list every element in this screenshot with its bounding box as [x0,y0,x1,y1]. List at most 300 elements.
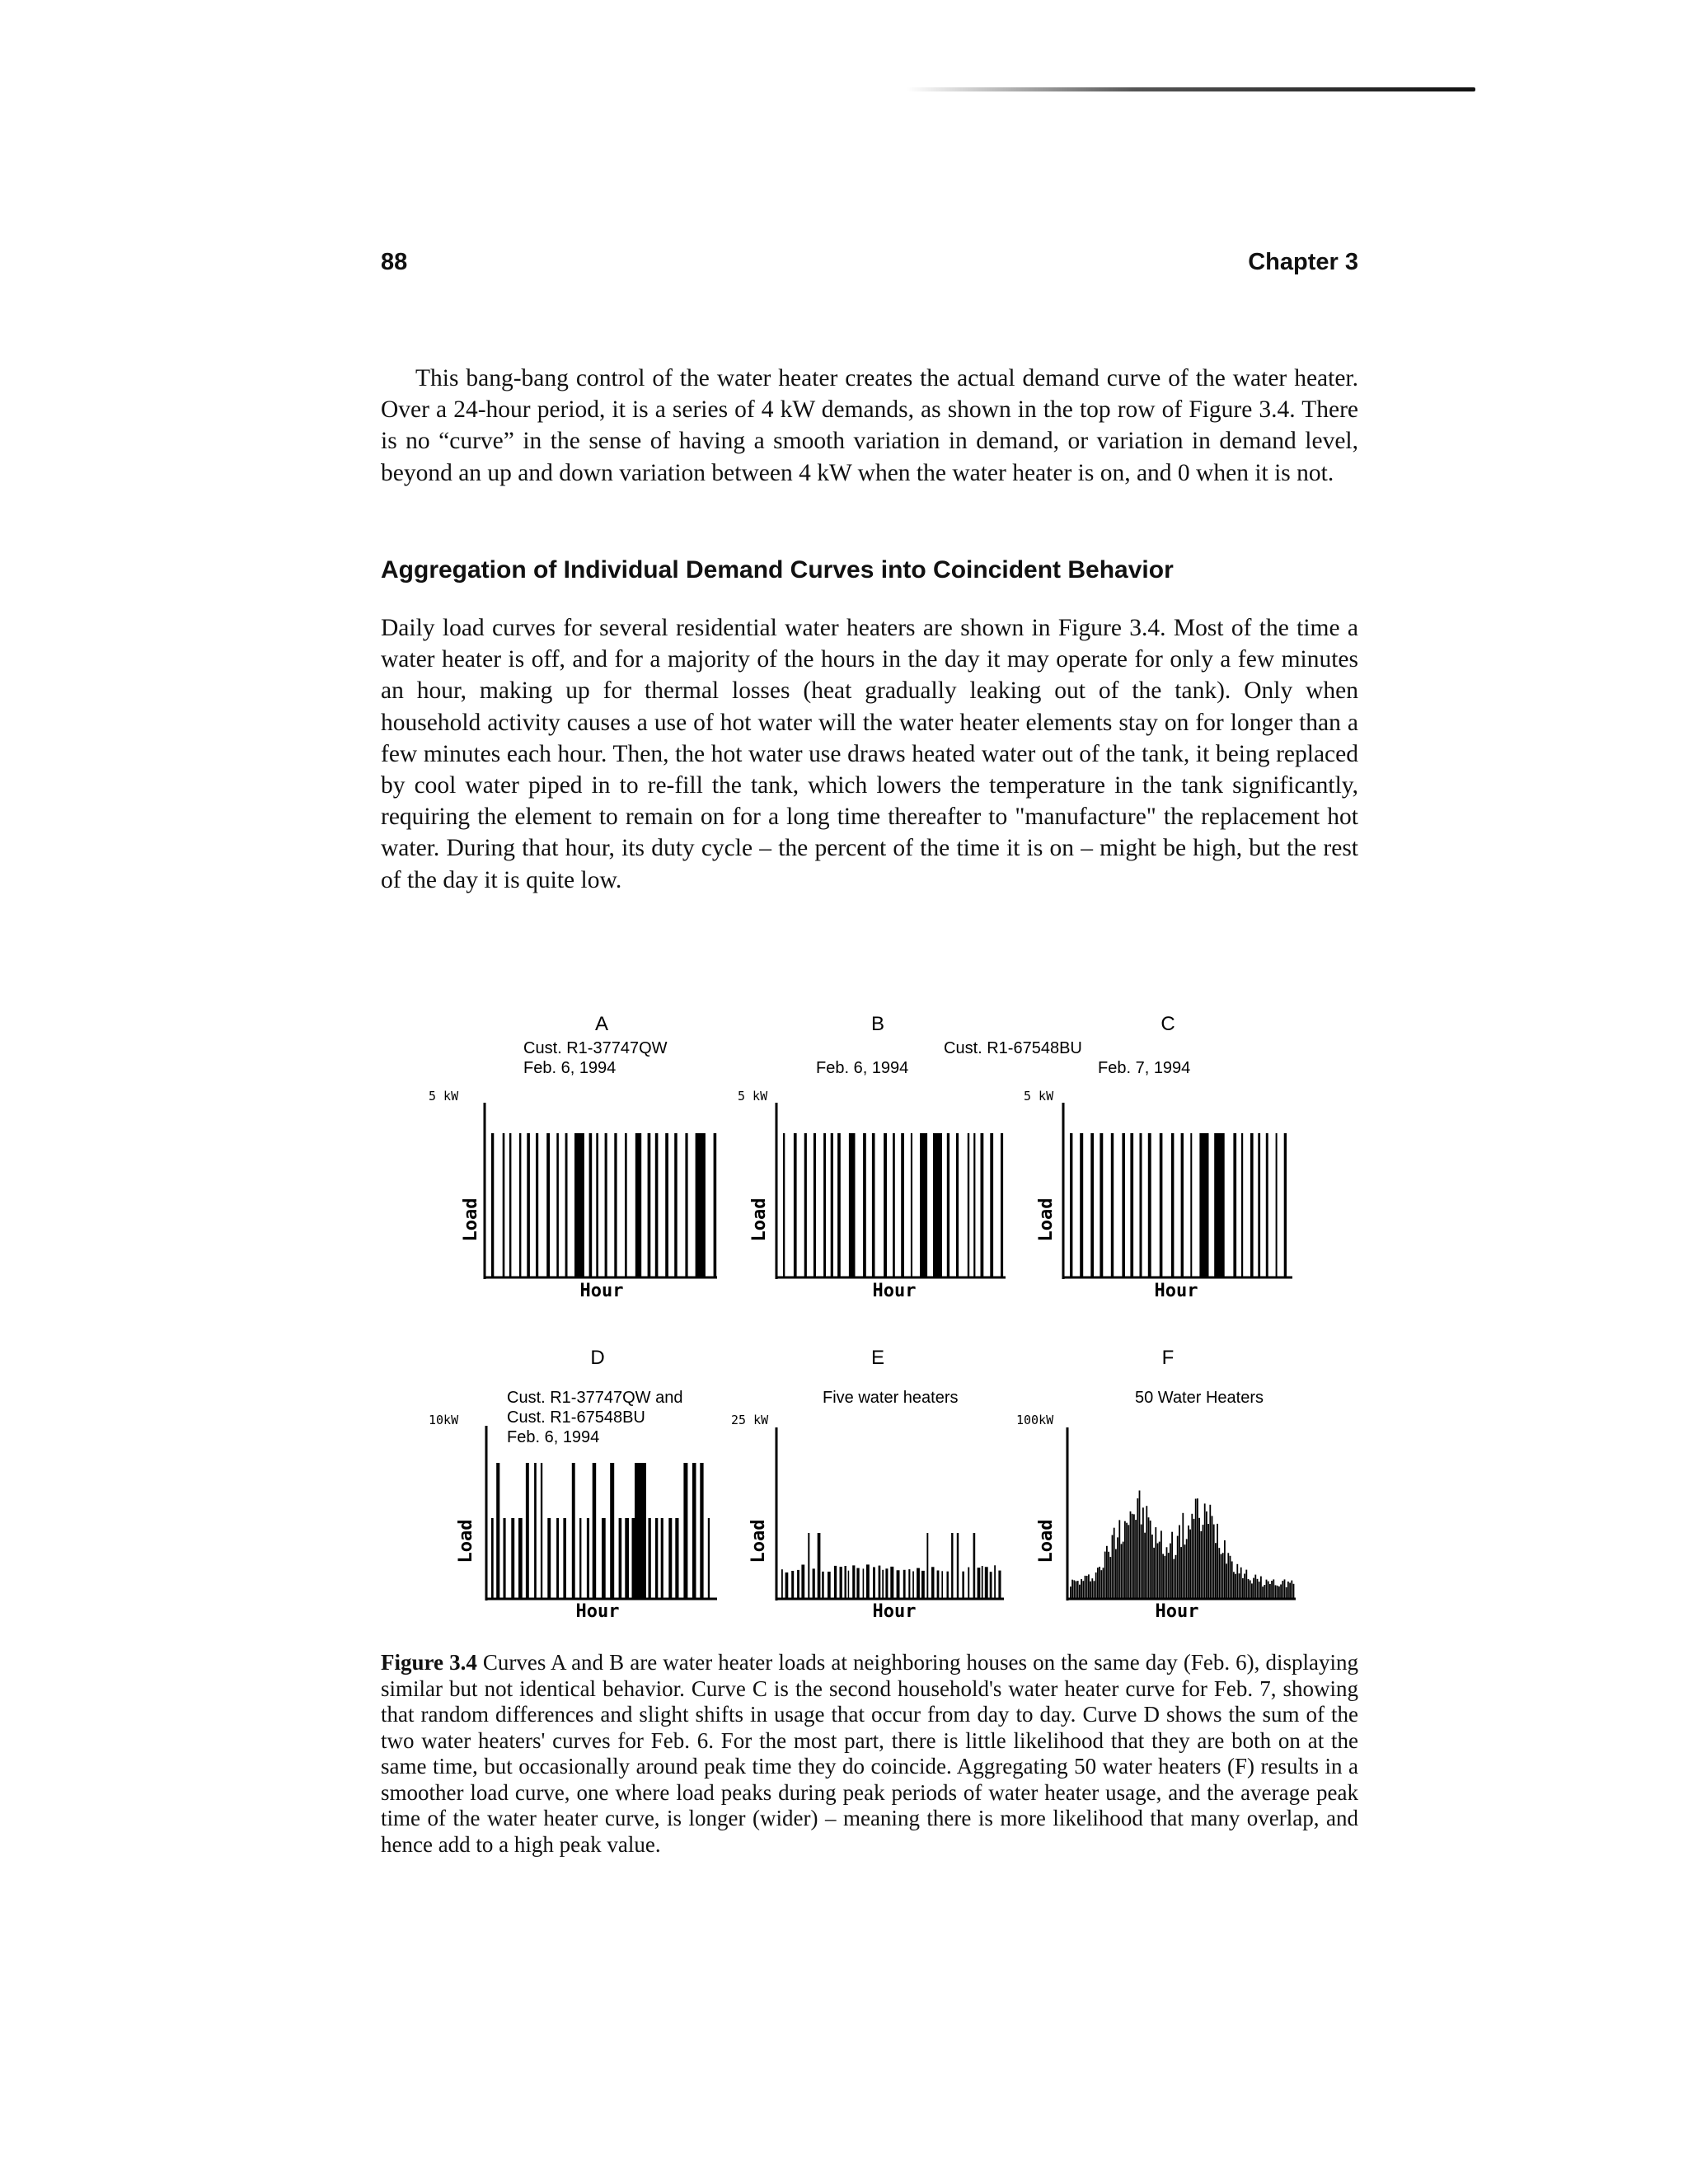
panel-letter-f: F [1161,1347,1175,1369]
load-bar [1218,1548,1220,1599]
load-pulse [845,1566,846,1599]
load-bar [1215,1543,1217,1599]
load-bar [1099,1567,1100,1599]
load-pulse [632,1518,635,1599]
load-bar [1070,1586,1071,1599]
load-bar [1231,1562,1233,1600]
load-bar [1146,1506,1147,1599]
load-bar [1079,1585,1081,1599]
load-pulse [941,1571,943,1599]
load-pulse [1233,1133,1236,1277]
paragraph-1: This bang-bang control of the water heater creates the actual demand curve of the water heater. Over a 24-hour period, it is a series of 4 kW demands, as shown in the top row of Figure 3.4. There is no “curve” in the sense of having a smooth variation in demand, or variation in demand level, beyond an up and down variation between 4 kW when the water heater is on, and 0 when it is not. [381,365,1358,486]
load-bar [1157,1544,1159,1600]
load-pulse [947,1572,949,1599]
load-pulse [903,1570,906,1599]
panel-d [429,1347,717,1622]
load-pulse [866,1564,870,1599]
panel-d-label-2: Cust. R1-67548BU [507,1408,645,1427]
load-bar [1076,1582,1077,1600]
panel-f-bars [1070,1491,1294,1600]
panel-e-label-1: Five water heaters [823,1389,959,1407]
load-bar [1132,1514,1133,1599]
load-bar [1071,1580,1073,1599]
load-bar [1204,1503,1206,1599]
load-bar [1100,1570,1102,1599]
load-pulse [648,1133,651,1277]
panel-b-xlabel: Hour [872,1281,917,1301]
load-bar [1133,1514,1135,1599]
load-bar [1091,1578,1093,1599]
panel-f [1016,1347,1296,1622]
load-pulse [791,1571,794,1599]
load-pulse [957,1533,959,1599]
load-pulse [602,1518,606,1599]
load-bar [1177,1536,1179,1599]
load-bar [1248,1579,1250,1599]
load-pulse [893,1133,895,1277]
load-pulse [990,1133,993,1277]
load-pulse [849,1133,856,1277]
load-bar [1291,1581,1292,1599]
panel-d-label-3: Feb. 6, 1994 [507,1428,600,1446]
load-bar [1244,1574,1245,1600]
load-pulse [1276,1133,1278,1277]
load-bar [1278,1586,1280,1599]
load-pulse [863,1568,865,1599]
load-pulse [1214,1133,1225,1277]
load-bar [1268,1582,1269,1599]
load-pulse [661,1518,663,1599]
load-bar [1085,1576,1086,1599]
figure-label: Figure 3.4 [381,1650,477,1675]
load-bar [1198,1518,1200,1599]
load-bar [1289,1583,1291,1600]
load-bar [1236,1564,1238,1599]
load-bar [1203,1525,1204,1599]
load-bar [1104,1552,1106,1599]
top-rule [907,87,1475,91]
load-bar [1188,1526,1189,1599]
load-bar [1251,1583,1253,1599]
load-bar [1118,1520,1120,1599]
caption-text: Curves A and B are water heater loads at neighboring houses on the same day (Feb. 6), displaying similar but not identical behavior. Curve C is the second household's water heater curve for Feb. 7, showing that random differences and slight shifts in usage that occur from day to day. Curve D shows the sum of the two water heaters' curves for Feb. 6. For the most part, there is little likelihood that they are both on at the same time, but occasionally around peak time they do coincide. Aggregating 50 water heaters (F) results in a smoother load curve, one where load peaks during peak periods of water heater usage, and the average peak time of the water heater curve, is longer (wider) – meaning there is more likelihood that many overlap, and hence add to a high peak value. [381,1650,1358,1857]
load-bar [1170,1544,1171,1599]
load-pulse [534,1463,537,1599]
load-pulse [635,1463,646,1599]
load-pulse [649,1518,651,1599]
load-bar [1160,1530,1162,1599]
load-bar [1284,1579,1286,1599]
load-bar [1166,1547,1168,1599]
load-pulse [1130,1133,1133,1277]
load-pulse [519,1133,521,1277]
load-bar [1081,1579,1082,1599]
load-bar [1106,1546,1108,1599]
load-bar [1200,1531,1202,1599]
load-pulse [708,1518,710,1599]
load-bar [1242,1578,1244,1599]
load-bar [1197,1498,1198,1599]
load-pulse [503,1133,505,1277]
load-bar [1124,1521,1126,1599]
load-pulse [804,1133,807,1277]
load-bar [1123,1542,1124,1599]
load-pulse [692,1463,696,1599]
load-bar [1250,1581,1251,1600]
load-bar [1191,1514,1193,1599]
load-pulse [968,1133,969,1277]
load-pulse [509,1133,512,1277]
load-pulse [1241,1133,1243,1277]
load-bar [1148,1517,1150,1599]
load-bar [1114,1528,1115,1599]
load-bar [1086,1576,1088,1599]
load-bar [1222,1553,1224,1599]
load-pulse [885,1568,888,1599]
load-pulse [823,1133,826,1277]
load-bar [1186,1539,1188,1599]
load-bar [1266,1580,1268,1599]
load-pulse [981,1133,984,1277]
load-bar [1227,1553,1229,1599]
load-pulse [781,1569,783,1599]
load-bar [1209,1505,1211,1599]
load-pulse [797,1570,799,1599]
panel-b-bars [783,1133,1003,1277]
panel-d-label-1: Cust. R1-37747QW and [507,1389,683,1407]
load-pulse [596,1133,598,1277]
load-pulse [982,1566,983,1599]
load-pulse [908,1569,910,1599]
load-bar [1254,1575,1256,1599]
load-pulse [882,1570,884,1599]
load-bar [1153,1548,1155,1599]
load-bar [1273,1579,1274,1599]
load-pulse [920,1133,927,1277]
load-pulse [856,1568,859,1599]
panel-b-label-1: Cust. R1-67548BU [944,1039,1082,1057]
panel-d-ymax: 10kW [429,1413,459,1427]
load-bar [1287,1582,1289,1599]
load-bar [1109,1557,1111,1599]
load-bar [1126,1523,1128,1599]
panel-d-ylabel: Load [456,1519,476,1563]
load-pulse [890,1567,893,1599]
panel-c-ymax: 5 kW [1024,1089,1054,1104]
load-pulse [527,1133,530,1277]
load-pulse [536,1133,538,1277]
figure-caption [381,1650,1358,1858]
load-pulse [1160,1133,1163,1277]
load-pulse [593,1463,597,1599]
panel-e-bars [781,1533,1001,1599]
panel-a [429,1013,717,1301]
panel-e [731,1347,1004,1622]
load-bar [1257,1579,1259,1599]
load-bar [1282,1581,1283,1599]
load-bar [1175,1555,1177,1599]
load-pulse [978,1568,981,1599]
load-pulse [589,1133,593,1277]
load-bar [1286,1587,1287,1599]
load-pulse [504,1518,506,1599]
load-pulse [951,1533,953,1599]
load-bar [1151,1535,1153,1599]
load-pulse [897,1570,900,1599]
load-pulse [848,1571,850,1599]
load-pulse [1258,1133,1260,1277]
load-pulse [675,1518,678,1599]
page-number: 88 [381,249,408,275]
load-pulse [931,1567,935,1599]
load-bar [1235,1574,1236,1599]
panel-c-xlabel: Hour [1154,1281,1198,1301]
load-bar [1117,1537,1118,1599]
load-bar [1259,1582,1260,1599]
load-bar [1121,1544,1123,1599]
load-bar [1245,1570,1247,1599]
load-pulse [968,1568,969,1599]
load-bar [1180,1547,1182,1599]
load-pulse [565,1133,568,1277]
panel-b-label-2: Feb. 6, 1994 [816,1059,909,1077]
load-pulse [872,1133,875,1277]
load-pulse [818,1533,821,1599]
load-bar [1142,1507,1144,1599]
load-bar [1264,1585,1265,1599]
load-bar [1128,1525,1129,1599]
load-pulse [912,1572,914,1600]
load-pulse [685,1133,687,1277]
load-pulse [674,1133,678,1277]
load-pulse [572,1463,575,1599]
load-bar [1103,1568,1104,1599]
load-bar [1164,1556,1165,1599]
load-pulse [837,1133,841,1277]
load-bar [1182,1513,1184,1599]
load-pulse [518,1518,523,1599]
panel-letter-d: D [590,1347,605,1369]
panel-b-ylabel: Load [749,1197,770,1242]
load-bar [1239,1573,1240,1599]
load-bar [1189,1530,1191,1599]
load-bar [1179,1526,1180,1600]
load-pulse [911,1133,912,1277]
panel-letter-b: B [870,1013,885,1035]
load-pulse [962,1572,964,1599]
load-bar [1150,1521,1151,1599]
load-pulse [808,1533,809,1599]
load-pulse [884,1133,887,1277]
load-bar [1269,1584,1271,1599]
load-pulse [994,1565,996,1599]
load-pulse [587,1518,589,1599]
load-pulse [547,1518,551,1599]
panel-letter-c: C [1160,1013,1175,1035]
load-pulse [619,1518,622,1599]
load-bar [1173,1559,1175,1599]
panel-d-bars [491,1463,710,1599]
load-pulse [655,1133,659,1277]
panel-a-label-1: Cust. R1-37747QW [523,1039,668,1057]
load-pulse [801,1565,804,1600]
panel-e-xlabel: Hour [872,1601,917,1622]
load-pulse [526,1463,529,1599]
load-bar [1253,1578,1254,1599]
load-pulse [614,1133,617,1277]
load-bar [1112,1535,1114,1599]
panel-a-xlabel: Hour [579,1281,624,1301]
load-bar [1094,1581,1095,1599]
load-pulse [947,1133,950,1277]
load-bar [1233,1572,1235,1599]
load-bar [1077,1581,1079,1599]
load-bar [1224,1540,1226,1599]
load-pulse [1090,1133,1094,1277]
load-pulse [556,1133,559,1277]
load-pulse [814,1133,816,1277]
load-bar [1162,1554,1164,1600]
load-bar [1206,1511,1207,1599]
panel-e-ymax: 25 kW [731,1413,769,1427]
load-pulse [834,1566,837,1599]
load-pulse [625,1518,629,1599]
load-bar [1115,1549,1117,1599]
load-bar [1090,1582,1091,1599]
load-pulse [605,1133,607,1277]
figure-svg [429,1005,1302,1648]
panel-c-bars [1070,1133,1287,1277]
load-pulse [511,1518,514,1599]
load-bar [1141,1525,1142,1599]
load-pulse [863,1133,866,1277]
load-pulse [901,1133,904,1277]
load-pulse [998,1571,1001,1599]
load-bar [1137,1498,1138,1599]
load-pulse [1140,1133,1142,1277]
load-pulse [541,1463,542,1599]
load-bar [1240,1568,1242,1599]
load-pulse [491,1133,494,1277]
load-pulse [917,1568,920,1599]
load-pulse [491,1518,494,1599]
load-pulse [635,1133,641,1277]
load-pulse [813,1568,815,1599]
load-bar [1108,1552,1109,1599]
load-pulse [828,1572,831,1599]
load-pulse [937,1571,940,1600]
load-bar [1226,1563,1227,1599]
load-bar [1135,1520,1137,1599]
load-bar [1082,1581,1084,1599]
load-bar [1212,1516,1213,1599]
load-pulse [973,1533,976,1599]
load-bar [1144,1533,1146,1599]
load-pulse [625,1133,627,1277]
panel-a-ylabel: Load [461,1197,481,1242]
load-bar [1230,1556,1231,1599]
load-pulse [563,1518,566,1599]
load-pulse [668,1518,672,1599]
load-pulse [1100,1133,1103,1277]
load-bar [1275,1585,1277,1599]
panel-a-bars [491,1133,716,1277]
panel-a-label-2: Feb. 6, 1994 [523,1059,617,1077]
load-bar [1193,1519,1195,1599]
load-bar [1130,1511,1132,1599]
panel-f-label-1: 50 Water Heaters [1135,1389,1264,1407]
load-bar [1155,1527,1156,1599]
load-pulse [990,1572,992,1599]
load-bar [1280,1585,1282,1600]
load-pulse [873,1568,875,1600]
panel-c-ylabel: Load [1036,1197,1057,1242]
paragraph-2: Daily load curves for several residential water heaters are shown in Figure 3.4. Most of the time a water heater is off, and for a majority of the hours in the day it may operate for only a few minutes an hour, making up for thermal losses (heat gradually leaking out of the tank). Only when household activity causes a use of hot water will the water heater elements stay on for longer than a few minutes each hour. Then, the hot water use draws heated water out of the tank, it being replaced by cool water piped in to re-fill the tank, which lowers the temperature in the tank significantly, requiring the element to remain on for a long time thereafter to "manufacture" the replacement hot water. During that hour, its duty cycle – the percent of the time it is on – might be high, but the rest of the day it is quite low. [381,615,1358,893]
load-bar [1171,1532,1173,1599]
load-bar [1095,1572,1097,1599]
panel-d-xlabel: Hour [575,1601,620,1622]
panel-letter-e: E [870,1347,885,1369]
panel-b [738,1013,1082,1301]
load-pulse [879,1566,881,1599]
load-pulse [1148,1133,1151,1277]
load-pulse [1199,1133,1208,1277]
load-pulse [785,1572,789,1599]
load-pulse [574,1133,584,1277]
load-pulse [933,1133,942,1277]
load-pulse [556,1518,559,1599]
load-bar [1260,1577,1262,1599]
load-bar [1168,1553,1170,1599]
load-pulse [683,1463,687,1599]
load-pulse [831,1133,833,1277]
load-bar [1073,1580,1075,1599]
load-pulse [714,1133,717,1277]
load-pulse [956,1133,959,1277]
panel-f-ylabel: Load [1036,1519,1057,1563]
load-pulse [696,1133,706,1277]
load-bar [1217,1524,1218,1599]
load-pulse [783,1133,785,1277]
panel-e-ylabel: Load [748,1519,769,1563]
load-pulse [852,1565,855,1599]
load-pulse [655,1518,658,1599]
load-pulse [1266,1133,1268,1277]
load-bar [1184,1544,1186,1599]
load-pulse [1171,1133,1175,1277]
section-heading: Aggregation of Individual Demand Curves into Coincident Behavior [381,556,1174,583]
panel-a-ymax: 5 kW [429,1089,459,1104]
load-pulse [973,1133,975,1277]
load-pulse [1190,1133,1192,1277]
load-bar [1213,1525,1215,1599]
load-pulse [1001,1133,1003,1277]
load-pulse [794,1133,797,1277]
load-pulse [1122,1133,1125,1277]
panel-f-ymax: 100kW [1016,1413,1054,1427]
load-bar [1097,1568,1099,1599]
load-bar [1221,1554,1222,1599]
load-pulse [840,1567,842,1599]
load-bar [1195,1499,1197,1600]
load-pulse [579,1518,581,1599]
load-pulse [546,1133,550,1277]
load-bar [1293,1584,1295,1599]
load-bar [1207,1524,1209,1599]
panel-f-xlabel: Hour [1155,1601,1199,1622]
load-pulse [1284,1133,1287,1277]
load-bar [1139,1491,1141,1600]
